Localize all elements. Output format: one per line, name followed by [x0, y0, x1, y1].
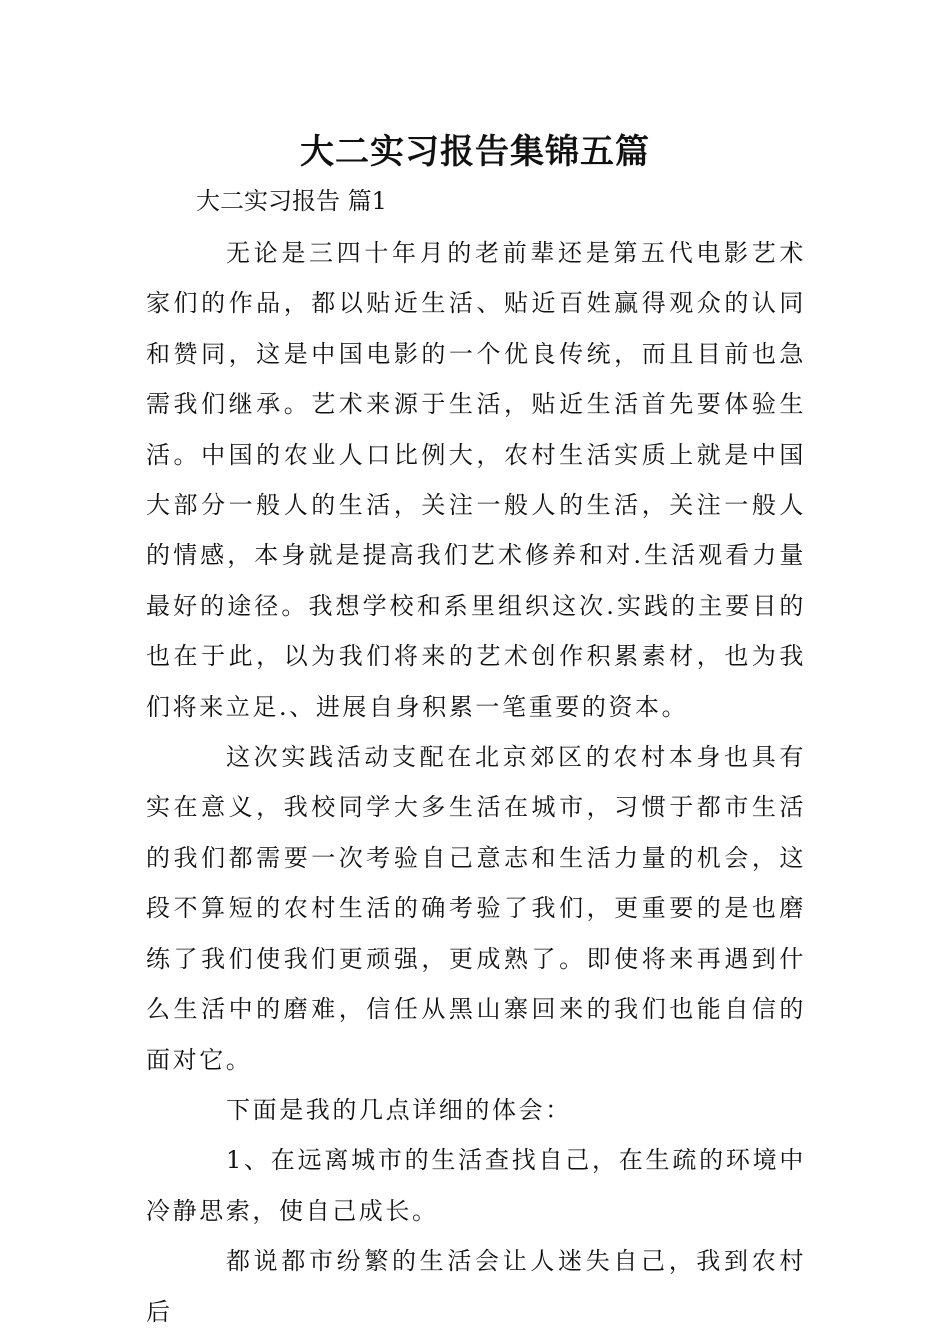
- paragraph-5: 都说都市纷繁的生活会让人迷失自己，我到农村后: [146, 1247, 806, 1326]
- document-title: 大二实习报告集锦五篇: [300, 132, 650, 172]
- section-heading: 大二实习报告 篇1: [196, 187, 387, 215]
- document-body: [146, 228, 806, 1337]
- paragraph-3: 下面是我的几点详细的体会：: [226, 1095, 572, 1124]
- paragraph-1: 无论是三四十年月的老前辈还是第五代电影艺术家们的作品，都以贴近生活、贴近百姓赢得观众的认同和赞同，这是中国电影的一个优良传统，而且目前也急需我们继承。艺术来源于生活，贴近生活首先要体验生活。中国的农业人口比例大，农村生活实质上就是中国大部分一般人的生活，关注一般人的生活，关注一般人的情感，本身就是提高我们艺术修养和对.生活观看力量最好的途径。我想学校和系里组织这次.实践的主要目的也在于此，以为我们将来的艺术创作积累素材，也为我们将来立足.、进展自身积累一笔重要的资本。: [146, 239, 806, 721]
- paragraph-2: 这次实践活动支配在北京郊区的农村本身也具有实在意义，我校同学大多生活在城市，习惯于都市生活的我们都需要一次考验自己意志和生活力量的机会，这段不算短的农村生活的确考验了我们，更重要的是也磨练了我们使我们更顽强，更成熟了。即使将来再遇到什么生活中的磨难，信任从黑山寨回来的我们也能自信的面对它。: [146, 743, 806, 1074]
- paragraph-4: 1、在远离城市的生活查找自己，在生疏的环境中冷静思索，使自己成长。: [146, 1146, 806, 1225]
